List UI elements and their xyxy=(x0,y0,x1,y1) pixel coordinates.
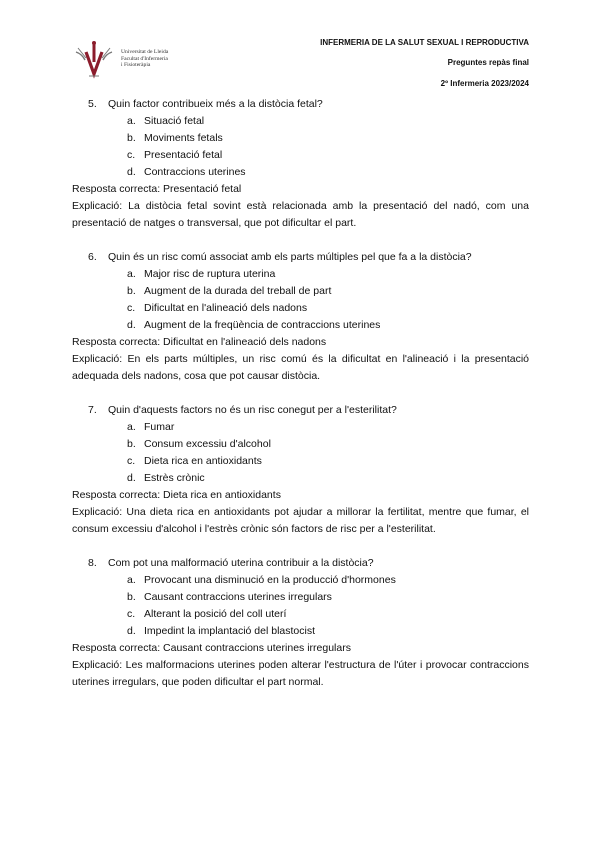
correct-answer: Resposta correcta: Presentació fetal xyxy=(72,183,242,195)
university-logo xyxy=(72,40,182,80)
option-letter: a. xyxy=(127,421,136,433)
option-letter: d. xyxy=(127,472,136,484)
option-text: Contraccions uterines xyxy=(144,166,246,178)
explanation: Explicació: La distòcia fetal sovint està relacionada amb la presentació del nadó, com una presentació de natges o transversal, que pot dificultar el part. xyxy=(72,200,529,229)
question-number: 7. xyxy=(88,404,97,416)
option-text: Augment de la freqüència de contraccions uterines xyxy=(144,319,381,331)
option-letter: a. xyxy=(127,115,136,127)
institution-name: Universitat de Lleida Facultat d'Infermeria i Fisioteràpia xyxy=(121,49,169,69)
option-text: Moviments fetals xyxy=(144,132,223,144)
answer-option xyxy=(72,606,529,623)
option-letter: a. xyxy=(127,574,136,586)
correct-answer: Resposta correcta: Causant contraccions uterines irregulars xyxy=(72,642,351,654)
answer-option xyxy=(72,589,529,606)
academic-year: 2º Infermeria 2023/2024 xyxy=(440,79,529,88)
question-title xyxy=(72,96,529,113)
explanation: Explicació: Les malformacions uterines poden alterar l'estructura de l'úter i provocar contraccions uterines irregulars, que poden dificultar el part normal. xyxy=(72,659,529,688)
answer-option xyxy=(72,453,529,470)
option-text: Fumar xyxy=(144,421,175,433)
option-text: Major risc de ruptura uterina xyxy=(144,268,276,280)
document-title: Preguntes repàs final xyxy=(447,58,529,67)
option-text: Alterant la posició del coll uterí xyxy=(144,608,287,620)
course-title: INFERMERIA DE LA SALUT SEXUAL I REPRODUCTIVA xyxy=(320,38,529,47)
question-title xyxy=(72,249,529,266)
option-text: Augment de la durada del treball de part xyxy=(144,285,332,297)
answer-option xyxy=(72,470,529,487)
explanation: Explicació: Una dieta rica en antioxidants pot ajudar a millorar la fertilitat, mentre que fumar, el consum excessiu d'alcohol i l'estrès crònic són factors de risc per a l'esterilitat. xyxy=(72,506,529,535)
answer-option xyxy=(72,317,529,334)
option-letter: b. xyxy=(127,438,136,450)
correct-answer: Resposta correcta: Dificultat en l'alineació dels nadons xyxy=(72,336,327,348)
question-5 xyxy=(72,96,529,232)
option-text: Provocant una disminució en la producció d'hormones xyxy=(144,574,396,586)
answer-option xyxy=(72,436,529,453)
question-text: Quin és un risc comú associat amb els parts múltiples pel que fa a la distòcia? xyxy=(108,251,472,263)
question-title xyxy=(72,555,529,572)
questions-list xyxy=(72,96,529,708)
question-title xyxy=(72,402,529,419)
option-letter: d. xyxy=(127,319,136,331)
option-text: Impedint la implantació del blastocist xyxy=(144,625,316,637)
question-text: Quin factor contribueix més a la distòcia fetal? xyxy=(108,98,323,110)
question-7 xyxy=(72,402,529,538)
answer-option xyxy=(72,164,529,181)
option-letter: a. xyxy=(127,268,136,280)
answer-option xyxy=(72,130,529,147)
option-letter: c. xyxy=(127,149,136,161)
option-letter: c. xyxy=(127,455,136,467)
option-text: Dieta rica en antioxidants xyxy=(144,455,262,467)
answer-option xyxy=(72,113,529,130)
explanation: Explicació: En els parts múltiples, un risc comú és la dificultat en l'alineació i la presentació adequada dels nadons, cosa que pot causar distòcia. xyxy=(72,353,529,382)
answer-option xyxy=(72,147,529,164)
option-text: Situació fetal xyxy=(144,115,205,127)
option-text: Consum excessiu d'alcohol xyxy=(144,438,271,450)
answer-option xyxy=(72,572,529,589)
answer-option xyxy=(72,283,529,300)
option-letter: c. xyxy=(127,302,136,314)
question-number: 6. xyxy=(88,251,97,263)
question-text: Com pot una malformació uterina contribuir a la distòcia? xyxy=(108,557,374,569)
option-letter: b. xyxy=(127,132,136,144)
option-letter: b. xyxy=(127,285,136,297)
university-crest-icon xyxy=(72,40,116,80)
option-letter: d. xyxy=(127,166,136,178)
option-text: Causant contraccions uterines irregulars xyxy=(144,591,332,603)
question-6 xyxy=(72,249,529,385)
option-letter: c. xyxy=(127,608,136,620)
option-text: Presentació fetal xyxy=(144,149,223,161)
option-letter: d. xyxy=(127,625,136,637)
option-text: Dificultat en l'alineació dels nadons xyxy=(144,302,308,314)
answer-option xyxy=(72,300,529,317)
option-text: Estrès crònic xyxy=(144,472,205,484)
question-number: 5. xyxy=(88,98,97,110)
correct-answer: Resposta correcta: Dieta rica en antioxidants xyxy=(72,489,281,501)
answer-option xyxy=(72,266,529,283)
answer-option xyxy=(72,419,529,436)
question-text: Quin d'aquests factors no és un risc conegut per a l'esterilitat? xyxy=(108,404,397,416)
question-number: 8. xyxy=(88,557,97,569)
option-letter: b. xyxy=(127,591,136,603)
question-8 xyxy=(72,555,529,691)
answer-option xyxy=(72,623,529,640)
